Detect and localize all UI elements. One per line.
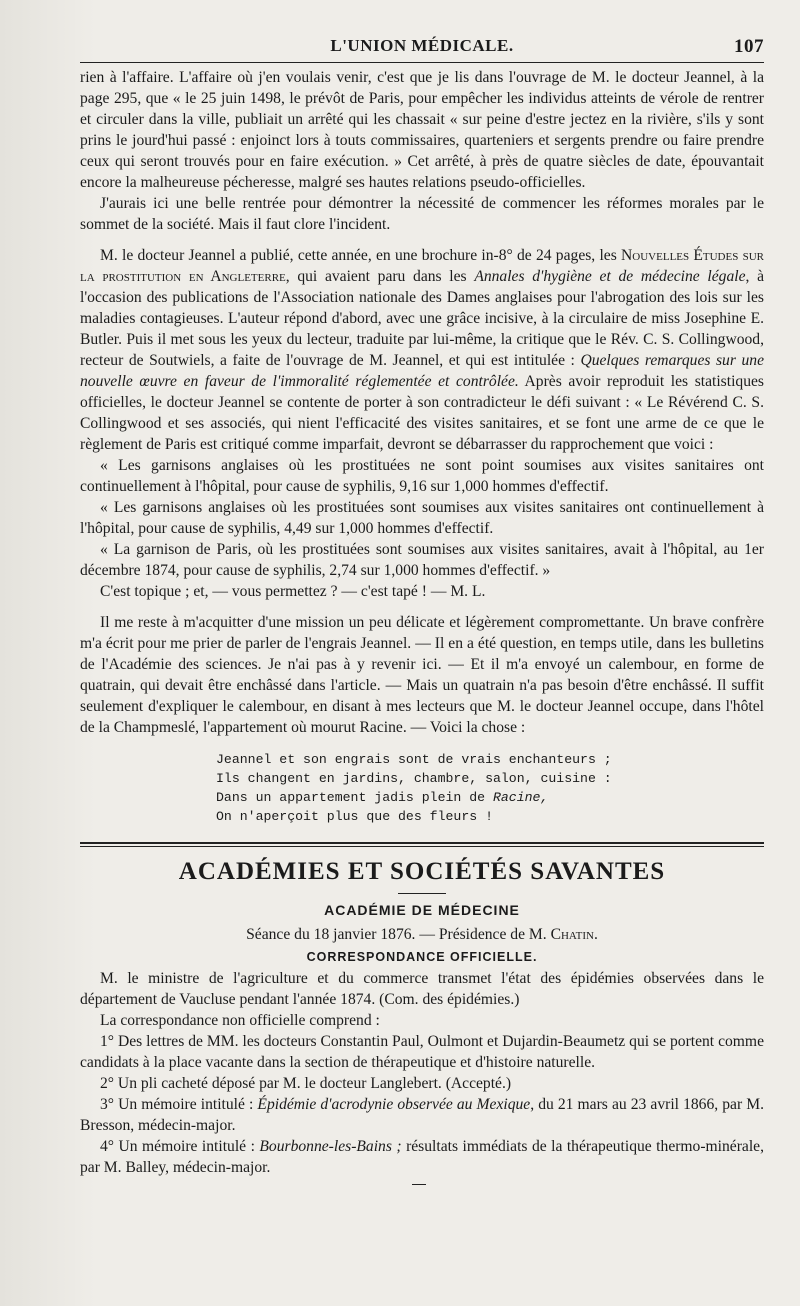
book-title: Nouvelles Études sur la prostitution en Angleterre bbox=[80, 247, 764, 285]
quote-topique: C'est topique ; et, — vous permettez ? — c'est tapé ! — M. L. bbox=[100, 583, 486, 600]
poem-line: Dans un appartement jadis plein de Racine, bbox=[216, 790, 549, 805]
correspondance-heading: CORRESPONDANCE OFFICIELLE. bbox=[306, 950, 538, 964]
spacer bbox=[80, 602, 764, 612]
paragraph-jeannel: M. le docteur Jeannel a publié, cette année, en une brochure in-8° de 24 pages, les Nouvelles Études sur la prostitution en Angleterre, qui avaient paru dans les Annales d'hygiène et de médecine légale, à l'occasion des publications de l'Association nationale des Dames anglaises pour l'abrogation des lois sur les maladies contagieuses. L'auteur répond d'abord, avec une grâce incisive, à la circulaire de miss Josephine E. Butler. Puis il met sous les yeux du lecteur, traduite par lui-même, la critique que le Rév. C. S. Collingwood, recteur de Soutwiels, a faite de l'ouvrage de M. Jeannel, et qui est intitulée : Quelques remarques sur une nouvelle œuvre en faveur de l'immoralité réglementée et contrôlée. Après avoir reproduit les statistiques officielles, le docteur Jeannel se contente de porter à son contradicteur le défi suivant : « Le Révérend C. S. Collingwood et ses associés, qui nient l'efficacité des visites sanitaires, et se font une arme de ce que le règlement de Paris est critiqué comme imparfait, devront se débarrasser du rapprochement que voici : bbox=[80, 247, 765, 453]
journal-title: L'UNION MÉDICALE. bbox=[330, 36, 514, 55]
end-dash bbox=[412, 1184, 426, 1185]
correspondance-item-1: 1° Des lettres de MM. les docteurs Constantin Paul, Oulmont et Dujardin-Beaumetz qui se portent comme candidats à la place vacante dans la section de thérapeutique et d'histoire naturelle. bbox=[80, 1033, 764, 1071]
spacer bbox=[80, 235, 764, 245]
paragraph-engrais: Il me reste à m'acquitter d'une mission un peu délicate et légèrement compromettante. Un brave confrère m'a écrit pour me prier de parler de l'engrais Jeannel. — Il en a été question, en temps utile, dans les bulletins de l'Académie des sciences. Je n'ai pas à y revenir ici. — Et il m'a envoyé un calembour, en forme de quatrain, qui devait être enchâssé dans l'article. — Mais un quatrain n'a pas besoin d'être enchâssé. Il suffit seulement d'expliquer le calembour, en disant à mes lecteurs que M. le docteur Jeannel occupe, dans l'hôtel de la Champmeslé, l'appartement où mourut Racine. — Voici la chose : bbox=[80, 614, 764, 736]
poem-line: Jeannel et son engrais sont de vrais enchanteurs ; bbox=[216, 752, 612, 767]
section-divider bbox=[80, 842, 764, 847]
header-rule bbox=[80, 62, 764, 63]
title-rule bbox=[398, 893, 446, 894]
seance-line: Séance du 18 janvier 1876. — Présidence de M. Chatin. bbox=[246, 926, 598, 943]
correspondance-intro: La correspondance non officielle comprend : bbox=[100, 1012, 380, 1029]
running-head bbox=[80, 30, 764, 60]
quatrain bbox=[216, 750, 764, 826]
critique-title: Quelques remarques sur une nouvelle œuvre en faveur de l'immoralité réglementée et contrôlée. bbox=[80, 352, 764, 390]
section-subtitle: ACADÉMIE DE MÉDECINE bbox=[324, 902, 520, 918]
section-title: ACADÉMIES ET SOCIÉTÉS SAVANTES bbox=[178, 858, 666, 885]
quote-garrisons-visits: « Les garnisons anglaises où les prostituées sont soumises aux visites sanitaires ont continuellement à l'hôpital, pour cause de syphilis, 4,49 sur 1,000 hommes d'effectif. bbox=[80, 499, 764, 537]
paragraph-reformes: J'aurais ici une belle rentrée pour démontrer la nécessité de commencer les réformes morales par le sommet de la société. Mais il faut clore l'incident. bbox=[80, 195, 764, 233]
president-name: Chatin. bbox=[550, 926, 598, 943]
quote-garrisons-no-visits: « Les garnisons anglaises où les prostituées ne sont point soumises aux visites sanitaires ont continuellement à l'hôpital, pour cause de syphilis, 9,16 sur 1,000 hommes d'effectif. bbox=[80, 457, 764, 495]
paragraph-affaire: rien à l'affaire. L'affaire où j'en voulais venir, c'est que je lis dans l'ouvrage de M. le docteur Jeannel, à la page 295, que « le 25 juin 1498, le prévôt de Paris, pour empêcher les individus atteints de vérole de rentrer et circuler dans la ville, publiait un arrêté qui les chassait « sur peine d'estre jectez en la rivière, s'ils y sont prins le jourd'hui passé : enjoinct lors à touts commissaires, quarteniers et sergents prendre ou faire prendre ceux qui seront trouvés pour en faire exécution. » Cet arrêté, à près de quatre siècles de date, épouvantait encore la malheureuse pécheresse, malgré ses hautes relations pseudo-officielles. bbox=[80, 69, 764, 191]
quote-paris-garrison: « La garnison de Paris, où les prostituées sont soumises aux visites sanitaires, avait à l'hôpital, au 1er décembre 1874, pour cause de syphilis, 2,74 sur 1,000 hommes d'effectif. » bbox=[80, 541, 764, 579]
journal-name: Annales d'hygiène et de médecine légale bbox=[474, 268, 746, 285]
correspondance-item-3: 3° Un mémoire intitulé : Épidémie d'acrodynie observée au Mexique, du 21 mars au 23 avril 1866, par M. Bresson, médecin-major. bbox=[80, 1096, 764, 1134]
correspondance-item-4: 4° Un mémoire intitulé : Bourbonne-les-Bains ; résultats immédiats de la thérapeutique thermo-minérale, par M. Balley, médecin-major. bbox=[80, 1138, 764, 1176]
correspondance-ministre: M. le ministre de l'agriculture et du commerce transmet l'état des épidémies observées dans le département de Vaucluse pendant l'année 1874. (Com. des épidémies.) bbox=[80, 970, 764, 1008]
page-number: 107 bbox=[734, 36, 764, 57]
poem-line: On n'aperçoit plus que des fleurs ! bbox=[216, 809, 493, 824]
correspondance-item-2: 2° Un pli cacheté déposé par M. le docteur Langlebert. (Accepté.) bbox=[100, 1075, 512, 1092]
poem-line: Ils changent en jardins, chambre, salon, cuisine : bbox=[216, 771, 612, 786]
